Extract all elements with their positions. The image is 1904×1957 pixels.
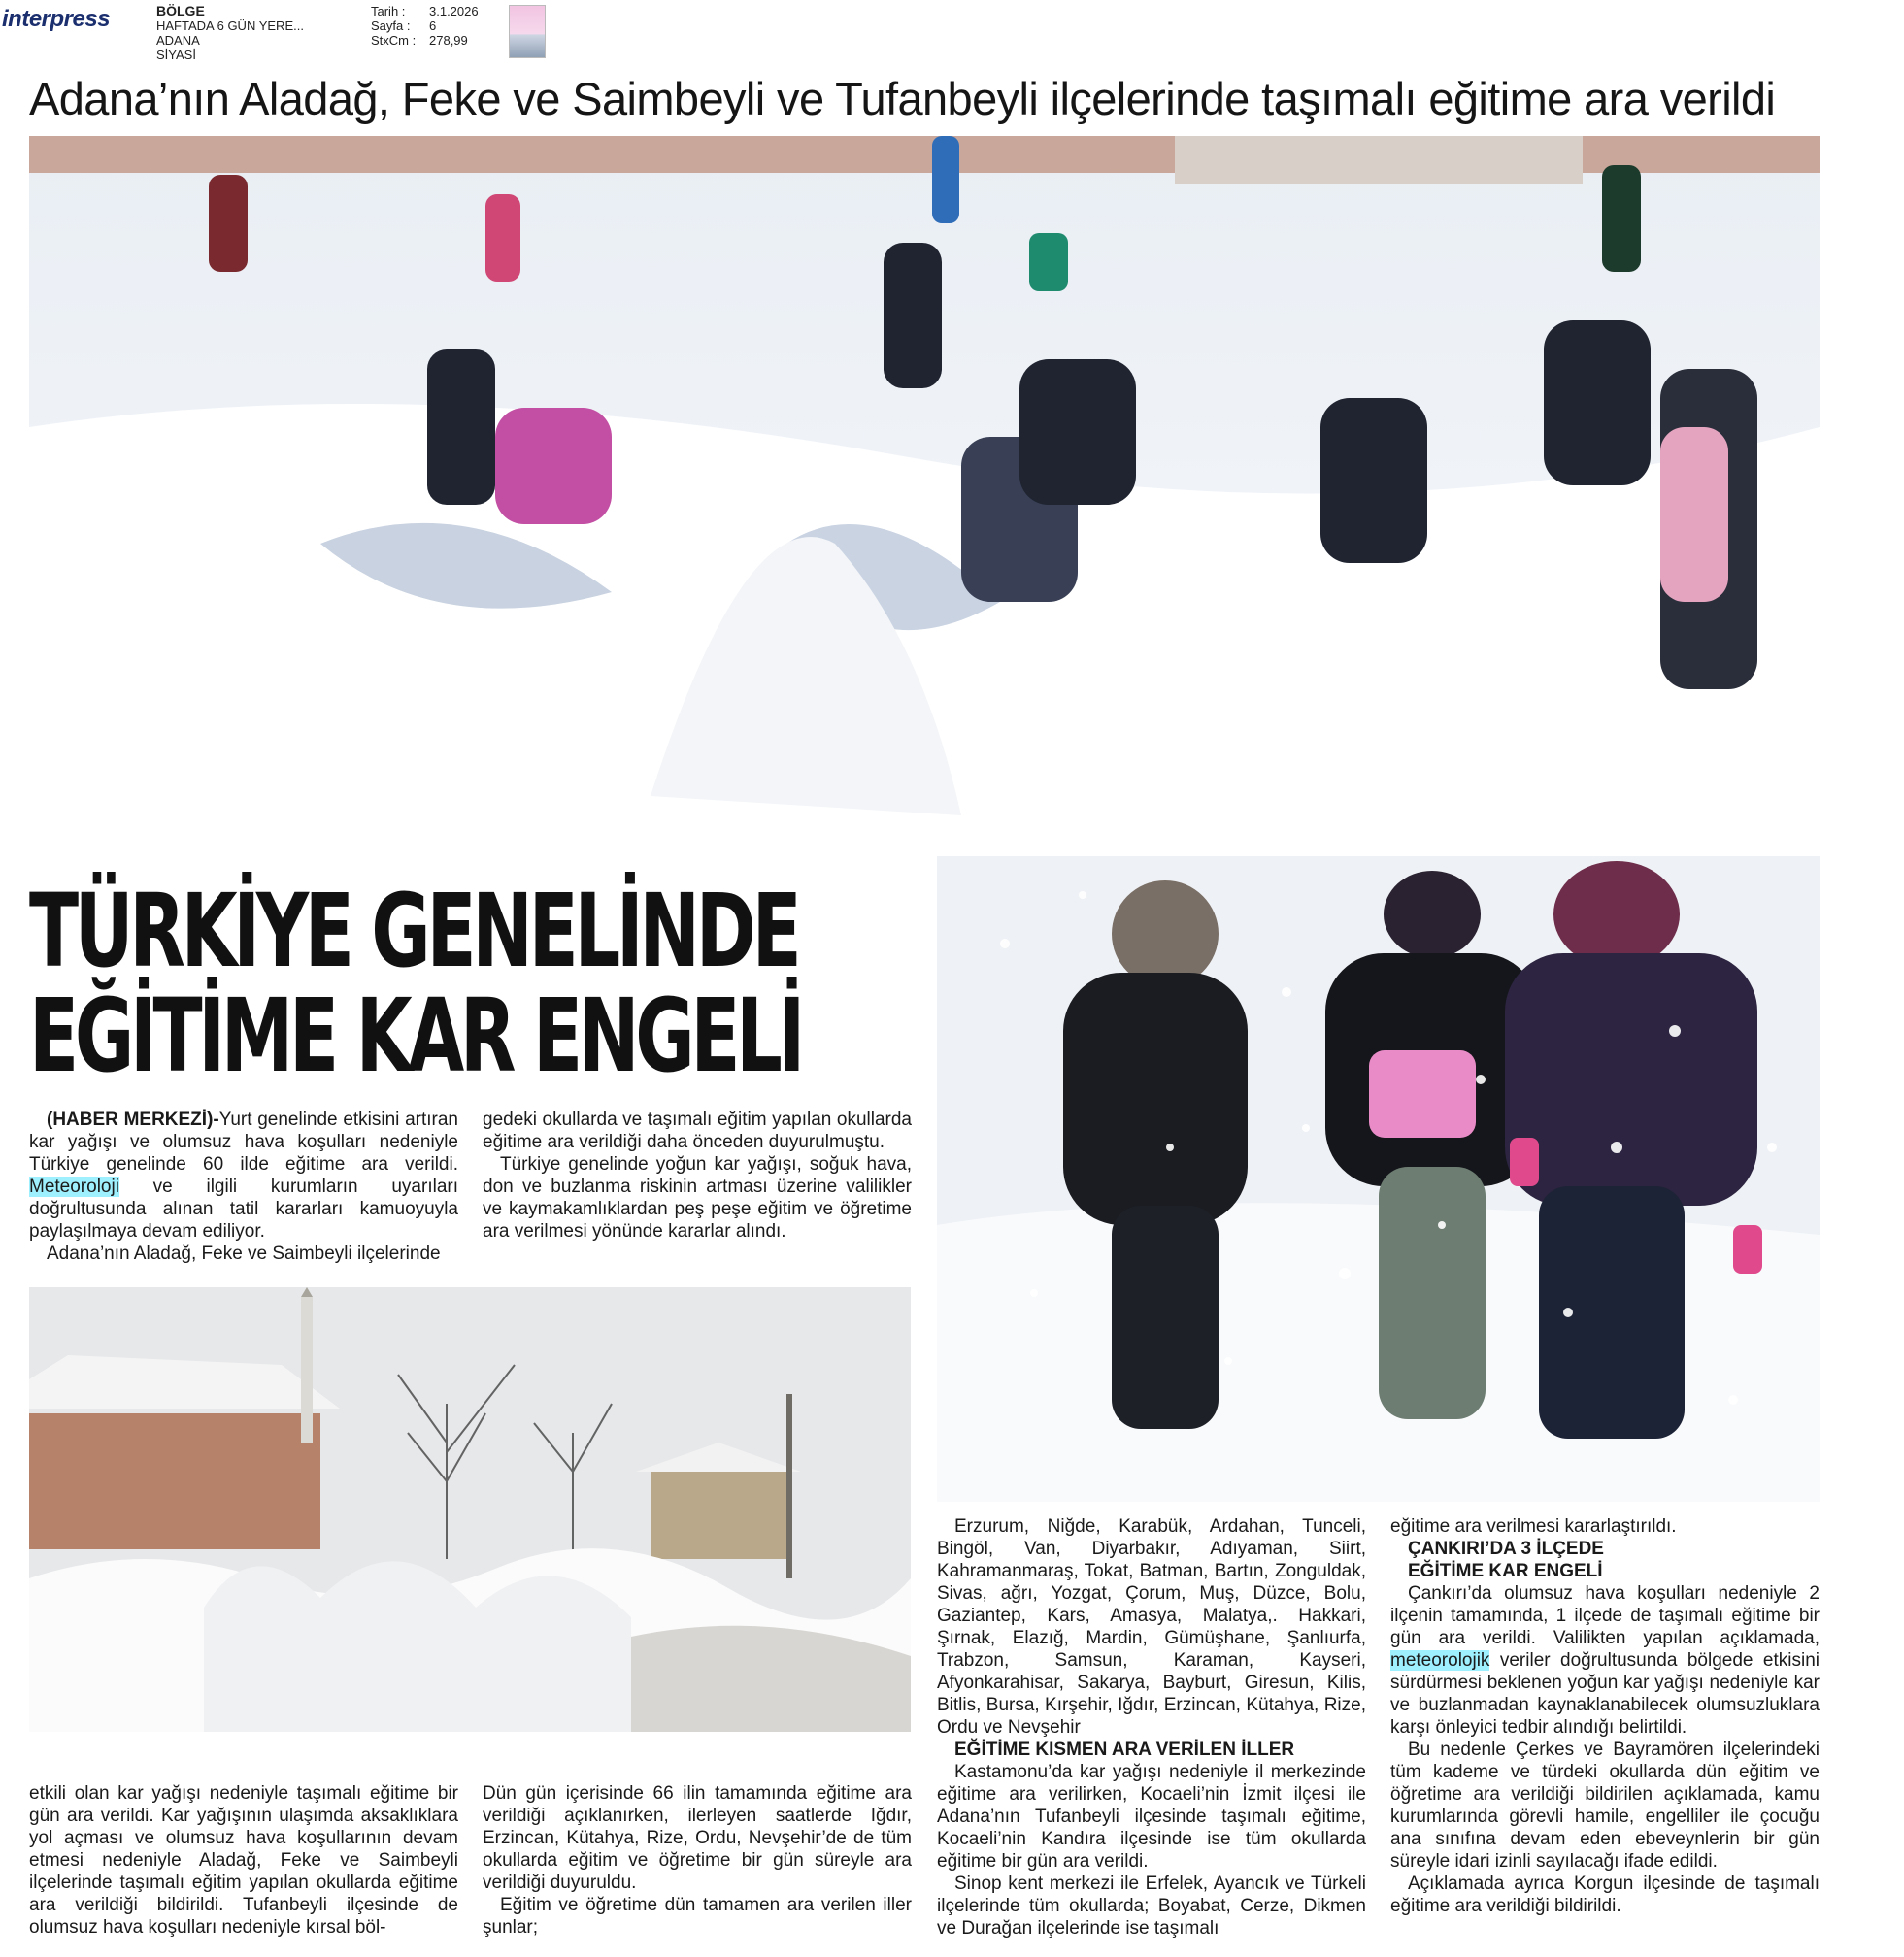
page-value: 6 bbox=[429, 18, 437, 33]
col6-para1: eğitime ara verilmesi kararlaştırıldı. bbox=[1390, 1516, 1677, 1537]
col6-para2-b: veriler doğrultusunda bölgede etkisini sürdürmesi beklenen yoğun kar yağışı nedeniyle kar ve buzlanmadan kaynaklanabilecek olumsuzluklara karşı önleyici tedbir alındığı belirtildi. bbox=[1390, 1650, 1820, 1738]
subheading-cankiri-line-2: EĞİTİME KAR ENGELİ bbox=[1408, 1561, 1603, 1581]
publication-name: HAFTADA 6 GÜN YERE... bbox=[156, 18, 304, 33]
col2-para2: Türkiye genelinde yoğun kar yağışı, soğuk hava, don ve buzlanma riskinin artması üzerine valilikler ve kaymakamlıklardan peş peşe eğitim ve öğretime ara verilmesi yönünde kararlar alındı. bbox=[483, 1154, 912, 1242]
col5-para3: Sinop kent merkezi ile Erfelek, Ayancık ve Türkeli ilçelerinde tüm okullarda; Boyabat, Cerze, Dikmen ve Durağan ilçelerinde ise taşımalı bbox=[937, 1874, 1366, 1939]
col5-para1: Erzurum, Niğde, Karabük, Ardahan, Tunceli, Bingöl, Van, Diyarbakır, Adıyaman, Siirt, Kahramanmaraş, Tokat, Batman, Bartın, Zonguldak, Sivas, ağrı, Yozgat, Çorum, Muş, Düzce, Bolu, Gaziantep, Kars, Amasya, Malatya,. Hakkari, Şırnak, Elazığ, Mardin, Gümüşhane, Şanlıurfa, Trabzon, Samsun, Karaman, Kayseri, Afyonkarahisar, Sakarya, Bayburt, Giresun, Kilis, Bitlis, Bursa, Kırşehir, Iğdır, Erzincan, Kütahya, Rize, Ordu ve Nevşehir bbox=[937, 1516, 1366, 1738]
col6-para3: Bu nedenle Çerkes ve Bayramören ilçelerindeki tüm kademe ve türdeki okullarda dün eğitim ve öğretime ara verildiği bildirilen açıklamada, kamu kurumlarında görevli hamile, engelliler ile çocuğu ana sınıfına devam eden ebeveynlerin bir gün süreyle idari izinli sayılacağı ifade edildi. bbox=[1390, 1740, 1820, 1872]
article-column-4 bbox=[483, 1782, 912, 1939]
col6-para4: Açıklamada ayrıca Korgun ilçesinde de taşımalı eğitime ara verildiği bildirildi. bbox=[1390, 1874, 1820, 1916]
article-column-6 bbox=[1390, 1515, 1820, 1917]
col5-para2: Kastamonu’da kar yağışı nedeniyle il merkezinde eğitime ara verilirken, Kocaeli’nin İzmit ilçesi ile Adana’nın Tufanbeyli ilçesinde taşımalı eğitime, Kocaeli’nin Kandıra ilçesinde ise tüm okullarda eğitime bir gün ara verildi. bbox=[937, 1762, 1366, 1872]
subheading-kismen: EĞİTİME KISMEN ARA VERİLEN İLLER bbox=[954, 1740, 1295, 1760]
category-label: SİYASİ bbox=[156, 48, 196, 62]
photo-children-snowman bbox=[29, 136, 1820, 856]
article-dateline: (HABER MERKEZİ)- bbox=[47, 1110, 219, 1130]
page-thumbnail[interactable] bbox=[509, 5, 546, 58]
col4-para1: Dün gün içerisinde 66 ilin tamamında eğitime ara verildiği açıklanırken, ilerleyen saatlerde Iğdır, Erzincan, Kütahya, Rize, Ordu, Nevşehir’de de tüm okullarda eğitim ve öğretime bir gün süreyle ara verildiği duyuruldu. bbox=[483, 1783, 912, 1893]
article-column-3 bbox=[29, 1782, 458, 1939]
article-column-1 bbox=[29, 1109, 458, 1265]
article-column-5 bbox=[937, 1515, 1366, 1940]
article-kicker: Adana’nın Aladağ, Feke ve Saimbeyli ve Tufanbeyli ilçelerinde taşımalı eğitime ara verildi bbox=[29, 73, 1776, 124]
stxcm-key: StxCm : bbox=[371, 33, 417, 48]
col6-para2-a: Çankırı’da olumsuz hava koşulları nedeniyle 2 ilçenin tamamında, 1 ilçede de taşımalı eğitime bir gün ara verildi. Valilikten yapılan açıklamada, bbox=[1390, 1583, 1820, 1648]
photo-kids-walking-snowfall bbox=[937, 856, 1820, 1502]
headline-line-2: EĞİTİME KAR ENGELİ bbox=[29, 977, 802, 1095]
subheading-cankiri-line-1: ÇANKIRI’DA 3 İLÇEDE bbox=[1408, 1539, 1604, 1559]
col1-para1-b: ve ilgili kurumların uyarıları doğrultusunda alınan tatil kararları kamuoyuyla paylaşılmaya devam ediliyor. bbox=[29, 1177, 458, 1242]
interpress-logo: interpress bbox=[2, 6, 111, 32]
clipping-meta-right bbox=[371, 4, 479, 48]
highlight-meteorolojik[interactable]: meteorolojik bbox=[1390, 1650, 1490, 1671]
col1-para1-a: Yurt genelinde etkisini artıran kar yağışı ve olumsuz hava koşulları nedeniyle Türkiye genelinde 60 ilde eğitime ara verildi. bbox=[29, 1110, 458, 1175]
section-label: BÖLGE bbox=[156, 3, 205, 18]
article-headline bbox=[29, 872, 802, 1095]
city-label: ADANA bbox=[156, 33, 200, 48]
date-key: Tarih : bbox=[371, 4, 406, 18]
headline-line-1: TÜRKİYE GENELİNDE bbox=[29, 872, 798, 990]
col2-para1: gedeki okullarda ve taşımalı eğitim yapılan okullarda eğitime ara verildiği daha önceden duyurulmuştu. bbox=[483, 1110, 912, 1152]
col4-para2: Eğitim ve öğretime dün tamamen ara verilen iller şunlar; bbox=[483, 1895, 912, 1938]
date-value: 3.1.2026 bbox=[429, 4, 479, 18]
stxcm-value: 278,99 bbox=[429, 33, 468, 48]
page-key: Sayfa : bbox=[371, 18, 411, 33]
highlight-meteoroloji[interactable]: Meteoroloji bbox=[29, 1177, 119, 1197]
clipping-meta-left bbox=[156, 4, 304, 62]
col1-para2: Adana’nın Aladağ, Feke ve Saimbeyli ilçelerinde bbox=[47, 1244, 441, 1264]
col3-para1: etkili olan kar yağışı nedeniyle taşımalı eğitime bir gün ara verildi. Kar yağışının ulaşımda aksaklıklara yol açması ve olumsuz hava koşullarının devam etmesi nedeniyle Aladağ, Feke ve Saimbeyli ilçelerinde taşımalı eğitim yapılan okullarda eğitime ara verildiği bildirildi. Tufanbeyli ilçesinde de olumsuz hava koşulları nedeniyle kırsal böl- bbox=[29, 1783, 458, 1938]
article-column-2 bbox=[483, 1109, 912, 1243]
photo-snowy-village bbox=[29, 1287, 911, 1732]
